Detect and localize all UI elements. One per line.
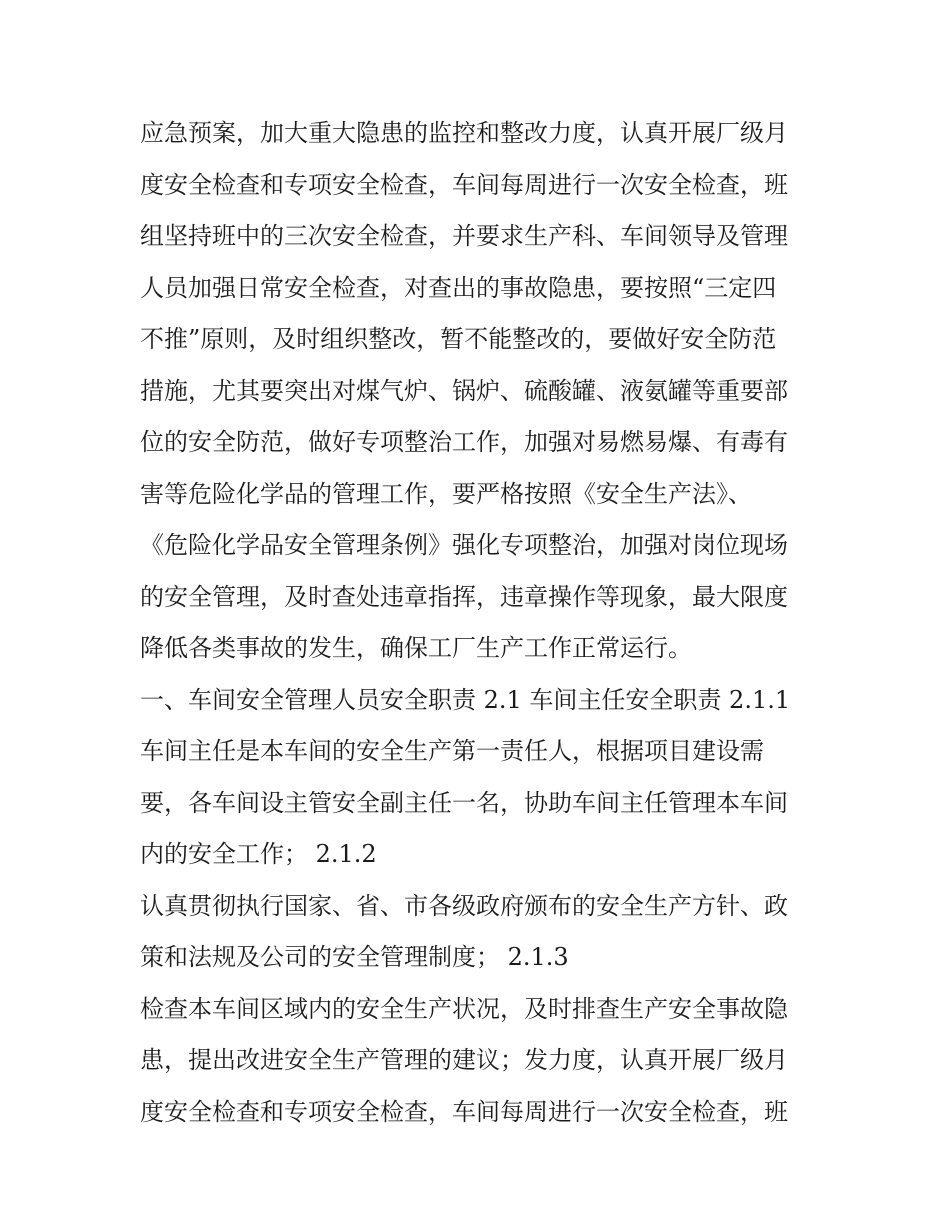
text-line: 车间主任是本车间的安全生产第一责任人，根据项目建设需 (140, 737, 764, 765)
text-line: 应急预案，加大重大隐患的监控和整改力度，认真开展厂级月 (140, 119, 788, 147)
text-line: 认真贯彻执行国家、省、市各级政府颁布的安全生产方针、政 (140, 891, 788, 920)
text-line: 患，提出改进安全生产管理的建议；发力度，认真开展厂级月 (140, 1046, 788, 1074)
text-line: 度安全检查和专项安全检查，车间每周进行一次安全检查，班 (140, 170, 788, 199)
text-line: 措施，尤其要突出对煤气炉、锅炉、硫酸罐、液氨罐等重要部 (140, 376, 788, 405)
text-line: 《危险化学品安全管理条例》强化专项整治，加强对岗位现场 (140, 531, 788, 559)
section-heading-line: 一、车间安全管理人员安全职责 2.1 车间主任安全职责 2.1.1 (140, 685, 791, 714)
text-line: 的安全管理，及时查处违章指挥，违章操作等现象，最大限度 (140, 582, 788, 611)
text-line: 组坚持班中的三次安全检查，并要求生产科、车间领导及管理 (140, 222, 788, 250)
text-line: 不推”原则，及时组织整改，暂不能整改的，要做好安全防范 (140, 325, 777, 353)
text-line: 位的安全防范，做好专项整治工作，加强对易燃易爆、有毒有 (140, 428, 788, 456)
text-line: 害等危险化学品的管理工作，要严格按照《安全生产法》、 (140, 479, 752, 508)
text-line: 策和法规及公司的安全管理制度； 2.1.3 (140, 943, 569, 971)
text-line: 度安全检查和专项安全检查，车间每周进行一次安全检查，班 (140, 1097, 788, 1126)
text-line: 人员加强日常安全检查，对查出的事故隐患，要按照“三定四 (140, 273, 777, 302)
text-line: 降低各类事故的发生，确保工厂生产工作正常运行。 (140, 634, 692, 662)
text-line: 检查本车间区域内的安全生产状况，及时排查生产安全事故隐 (140, 994, 788, 1023)
body-text (140, 108, 830, 1138)
text-line: 要，各车间设主管安全副主任一名，协助车间主任管理本车间 (140, 788, 788, 817)
text-line: 内的安全工作； 2.1.2 (140, 840, 377, 868)
